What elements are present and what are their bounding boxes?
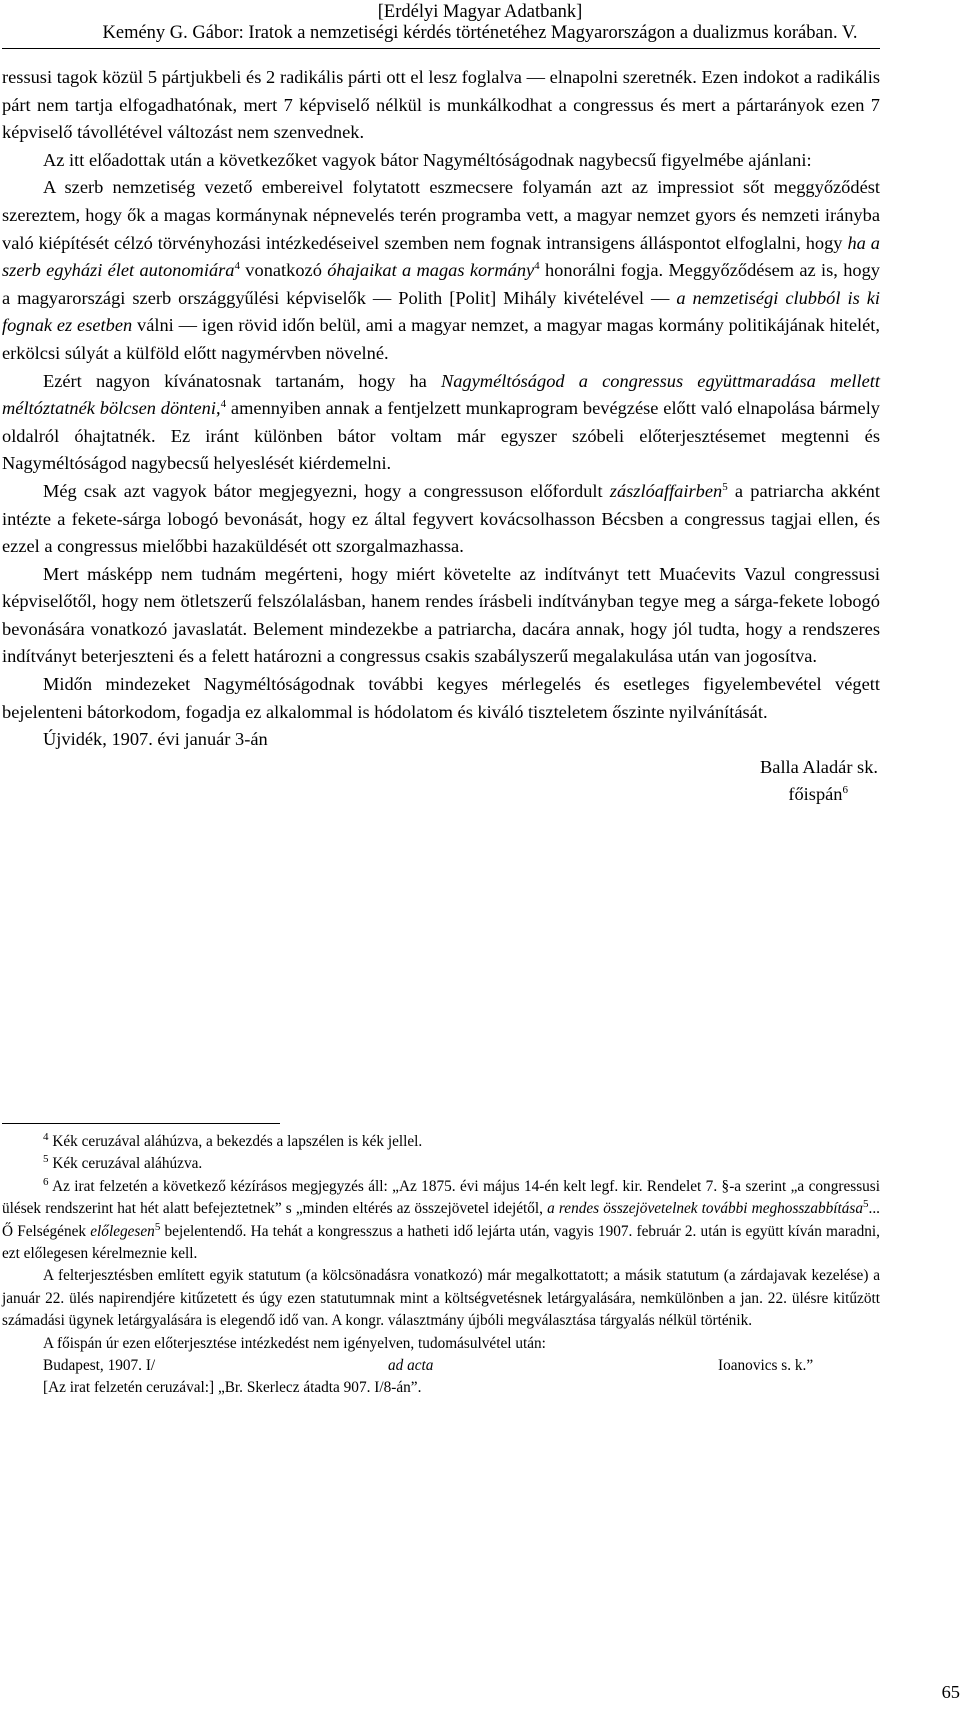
paragraph-3: A szerb nemzetiség vezető embereivel folytatott eszmecsere folyamán azt az impressiot sőt meggyőződést szereztem, hogy ők a magas kormánynak népnevelés terén programba vett, a magyar nemzet gyors és nemzeti irányba való kiépítését célzó törvényhozási intézkedéseivel szemben nem fognak intransigens álláspontot elfoglalni, hogy ha a szerb egyházi élet autonomiára$^4$ vonatkozó óhajaikat a magas kormány$^4$ honorálni fogja. Meggyőződésem az is, hogy a magyarországi szerb országgyűlési képviselők — Polith [Polit] Mihály kivételével — a nemzetiségi clubból is ki fognak ez esetben válni — igen rövid időn belül, ami a magyar nemzet, a magyar magas kormány politikájának hitelét, erkölcsi súlyát a külföld előtt nagymérvben növelné. — [2, 177, 880, 363]
footnote-6-paragraph-4: [Az irat felzetén ceruzával:] „Br. Skerlecz átadta 907. I/8-án”. — [43, 1379, 422, 1397]
footnote-4: $^4$ Kék ceruzával aláhúzva, a bekezdés a lapszélen is kék jellel. — [43, 1130, 423, 1150]
footnote-6-paragraph-2: A felterjesztésben említett egyik statutum (a kölcsönadásra vonatkozó) már megalkottatott; a másik statutum (a zárdajavak kezelése) a január 22. ülés napirendjére kitűzetett és úgy ezen statutumnak mint a költségvetésnek letárgyalására, nemkülönben a jan. 22. ülésre kitűzött számadási ügynek letárgyalására is elegendő idő van. A kongr. választmány újbóli megválasztása tárgyalás nélkül történik. — [2, 1267, 880, 1330]
paragraph-5: Még csak azt vagyok bátor megjegyezni, hogy a congressuson előfordult zászlóaffairben$^5$ a patriarcha akként intézte a fekete-sárga lobogó bevonását, hogy ez által fegyvert kovácsolhasson Bécsben a congressus tagjai ellen, és ezzel a congressus mielőbbi hazaküldését ott szorgalmazhassa. — [2, 480, 880, 557]
signer-title: főispán$^6$ — [788, 784, 848, 805]
paragraph-4: Ezért nagyon kívánatosnak tartanám, hogy ha Nagyméltóságod a congressus együttmaradása mellett méltóztatnék bölcsen dönteni,$^4$ amennyiben annak a fentjelzett munkaprogram bevégzése előtt való elnapolása bármely oldalról óhajtatnék. Ez iránt különben bátor voltam már egyszer szóbeli előterjesztésemet megtenni és Nagyméltóságod nagybecsű helyeslését kiérdemelni. — [2, 370, 880, 474]
signature: Balla Aladár sk. — [760, 756, 878, 777]
footnote-6-ad-acta: ad acta — [388, 1357, 434, 1375]
source-title: [Erdélyi Magyar Adatbank] — [377, 2, 583, 22]
letter-date: Újvidék, 1907. évi január 3-án — [43, 729, 268, 750]
paragraph-6: Mert másképp nem tudnám megérteni, hogy miért követelte az indítványt tett Muaćevits Vazul congressusi képviselőtől, hogy nem ötletszerű felszólalásban, hanem rendes írásbeli indítványban tegye meg a sárga-fekete lobogó bevonására vonatkozó javaslatát. Belement mindezekbe a patriarcha, dacára annak, hogy jól tudta, hogy a rendszeres indítványt beterjeszteni és a felett határozni a congressus csakis szabályszerű megalakulása után van jogosítva. — [2, 563, 880, 667]
footnote-5: $^5$ Kék ceruzával aláhúzva. — [43, 1153, 203, 1173]
footnote-6-signature-row — [2, 1355, 880, 1377]
footnote-6-paragraph-3: A főispán úr ezen előterjesztése intézkedést nem igényelven, tudomásulvétel után: — [43, 1334, 546, 1352]
footnotes — [2, 1131, 880, 1399]
page-number: 65 — [941, 1682, 960, 1702]
footnote-6: $^6$ Az irat felzetén a következő kézírásos megjegyzés áll: „Az 1875. évi május 14-én kelt legf. kir. Rendelet 7. §-a szerint „a congressusi ülések rendszerint hat hét alatt befejeztetnek” s „minden eltérés az összejövetel idejétől, a rendes összejövetelnek további meghosszabbítása$^5$... Ő Felségének előlegesen$^5$ bejelentendő. Ha tehát a kongresszus a hatheti idő lejárta után, vagyis 1907. február 2. után is együtt kíván maradni, ezt előlegesen kérelmeznie kell. — [2, 1175, 880, 1263]
paragraph-7: Midőn mindezeket Nagyméltóságodnak további kegyes mérlegelés és esetleges figyelembevétel végett bejelenteni bátorkodom, fogadja ez alkalommal is hódolatom és kiváló tiszteletem őszinte nyilvánítását. — [2, 674, 880, 722]
footnote-6-signer: Ioanovics s. k.” — [718, 1357, 814, 1375]
letter-body — [2, 64, 880, 809]
paragraph-2: Az itt előadottak után a következőket vagyok bátor Nagyméltóságodnak nagybecsű figyelmébe ajánlani: — [43, 149, 812, 170]
footnote-6-place: Budapest, 1907. I/ — [43, 1357, 156, 1375]
header-rule — [2, 48, 880, 49]
footnote-rule — [2, 1123, 280, 1124]
page-header — [0, 2, 960, 44]
paragraph-1: ressusi tagok közül 5 pártjukbeli és 2 radikális párti ott el lesz foglalva — elnapolni szeretnék. Ezen indokot a radikális párt nem tartja elfogadhatónak, mert 7 képviselő nélkül is munkálkodhat a congressus és mert a pártarányok ezen 7 képviselő távollétével változást nem szenvednek. — [2, 67, 880, 143]
document-title: Kemény G. Gábor: Iratok a nemzetiségi kérdés történetéhez Magyarországon a dualizmus korában. V. — [102, 23, 858, 43]
